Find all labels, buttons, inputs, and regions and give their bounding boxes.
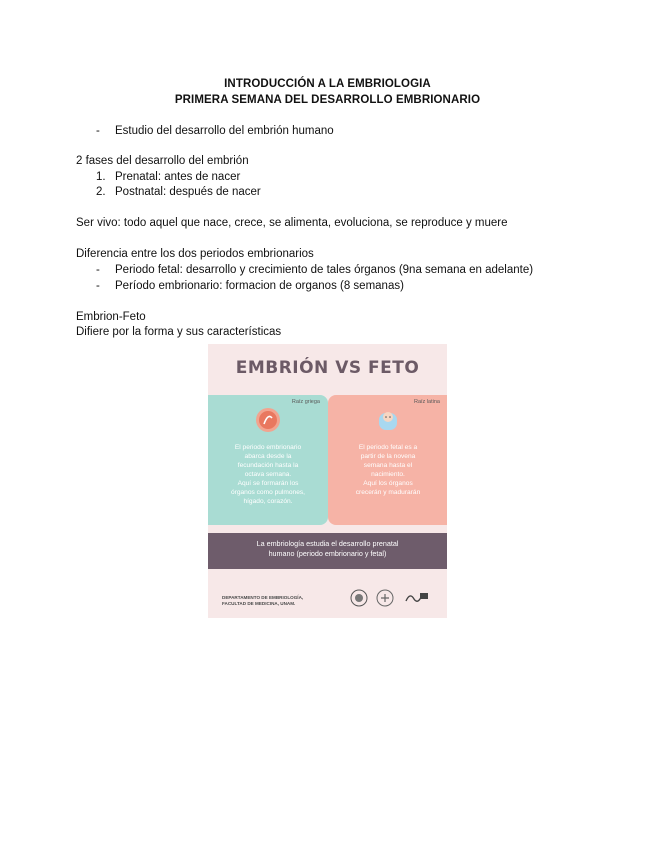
embryo-fetus-heading: Embrion-Feto [76, 311, 146, 323]
phase-item: Prenatal: antes de nacer [115, 171, 241, 183]
list-marker: 2. [96, 186, 106, 198]
unam-seal-logo [350, 589, 368, 607]
document-subtitle: PRIMERA SEMANA DEL DESARROLLO EMBRIONARIO [174, 94, 481, 106]
embryo-vs-fetus-infographic [208, 344, 447, 618]
baby-icon [375, 407, 401, 433]
embryo-card [208, 395, 328, 525]
embryo-fetus-text: Difiere por la forma y sus características [76, 326, 282, 338]
list-marker: 1. [96, 171, 106, 183]
card-tag: Raíz latina [414, 399, 440, 405]
list-marker: - [96, 280, 100, 292]
difference-heading: Diferencia entre los dos periodos embrionarios [76, 248, 314, 260]
card-text: El periodo embrionario abarca desde la fecundación hasta la octava semana. Aquí se formarán los órganos como pulmones, hígado, corazón. [230, 444, 306, 505]
summary-band [208, 533, 447, 569]
period-item: Periodo fetal: desarrollo y crecimiento de tales órganos (9na semana en adelante) [115, 264, 534, 276]
summary-text: La embriología estudia el desarrollo prenatal humano (periodo embrionario y fetal) [256, 539, 399, 558]
embryo-icon [255, 407, 281, 433]
period-item: Período embrionario: formacion de organos (8 semanas) [115, 280, 404, 292]
phase-item: Postnatal: después de nacer [115, 186, 261, 198]
faculty-seal-logo [376, 589, 394, 607]
list-marker: - [96, 125, 100, 137]
intro-item: Estudio del desarrollo del embrión humano [115, 125, 334, 137]
department-credit: DEPARTAMENTO DE EMBRIOLOGÍA, FACULTAD DE MEDICINA, UNAM. [222, 595, 304, 606]
list-marker: - [96, 264, 100, 276]
card-tag: Raíz griega [291, 399, 320, 405]
department-logo [404, 589, 430, 607]
document-title: INTRODUCCIÓN A LA EMBRIOLOGIA [224, 78, 431, 90]
living-being-definition: Ser vivo: todo aquel que nace, crece, se alimenta, evoluciona, se reproduce y muere [76, 217, 508, 229]
card-text: El periodo fetal es a partir de la novena semana hasta el nacimiento. Aquí los órganos crecerán y madurarán [355, 444, 421, 496]
phases-heading: 2 fases del desarrollo del embrión [76, 155, 249, 167]
infographic-title: EMBRIÓN VS FETO [235, 358, 420, 378]
fetus-card [328, 395, 447, 525]
